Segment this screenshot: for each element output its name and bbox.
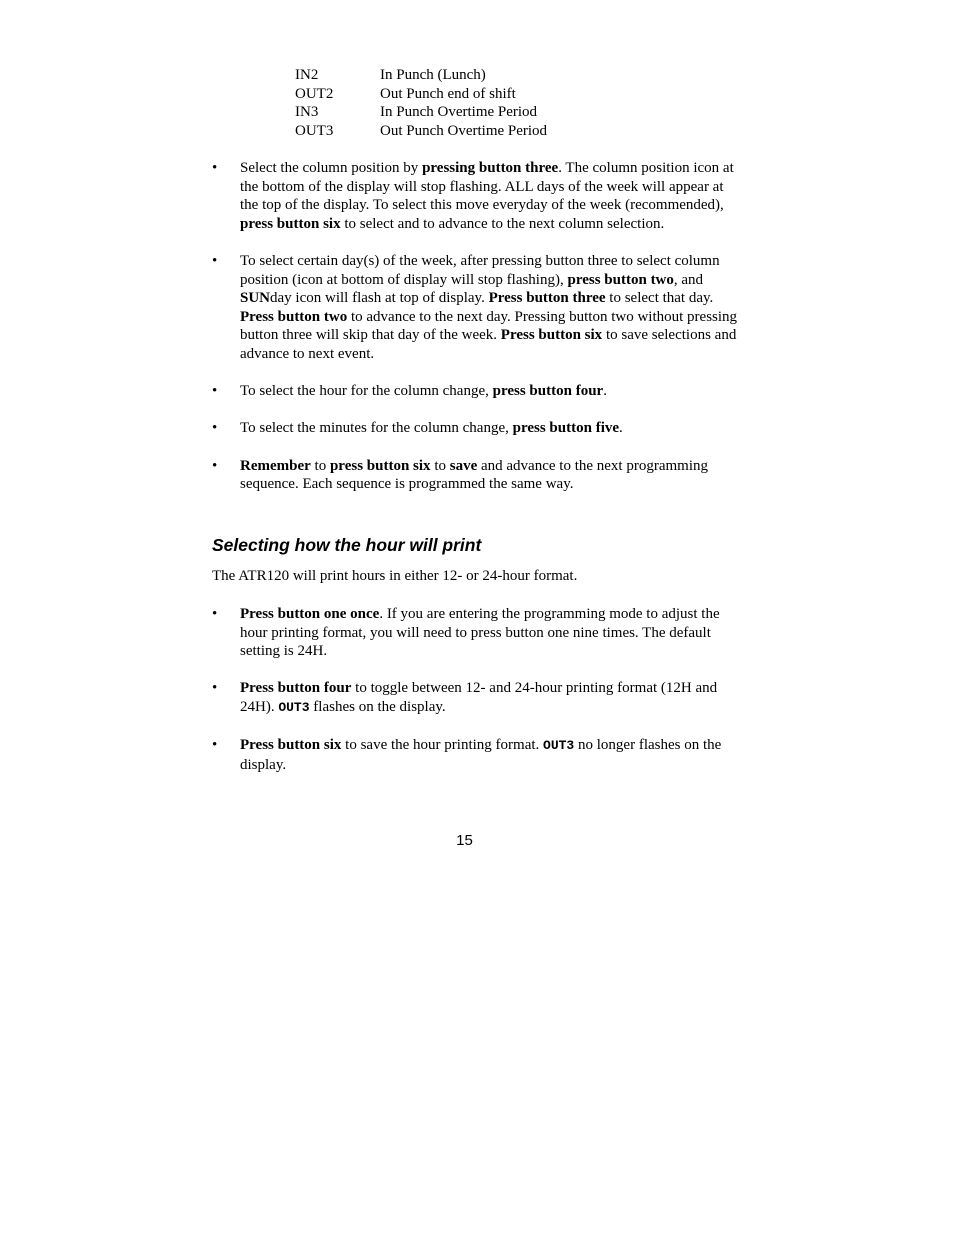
- emphasis: Press button four: [240, 680, 352, 697]
- punch-code: OUT3: [295, 122, 334, 139]
- emphasis: Press button two: [240, 308, 348, 325]
- item-text: .: [603, 383, 607, 400]
- item-text: , and: [673, 271, 704, 288]
- item-text: To select the hour for the column change,: [240, 383, 493, 400]
- intro-paragraph: The ATR120 will print hours in either 12- or 24-hour format.: [212, 568, 578, 584]
- item-text: to save the hour printing format.: [341, 737, 544, 754]
- item-text: to select and to advance to the next column selection.: [340, 215, 665, 232]
- bullet-icon: •: [212, 252, 218, 269]
- punch-row: [295, 122, 547, 141]
- bullet-icon: •: [212, 680, 218, 697]
- emphasis: pressing button three: [422, 160, 559, 176]
- item-text: and advance to the next programming sequence. Each sequence is programmed the same way.: [240, 457, 708, 493]
- punch-code: IN2: [295, 67, 319, 83]
- punch-description: In Punch (Lunch): [380, 67, 486, 83]
- emphasis: press button four: [492, 383, 604, 400]
- emphasis: Press button six: [240, 737, 342, 754]
- column-selection-steps: [212, 159, 742, 494]
- item-text: To select certain day(s) of the week, after pressing button three to select column position (icon at bottom of display will stop flashing),: [240, 252, 720, 288]
- bullet-icon: •: [212, 737, 218, 754]
- list-item: [212, 679, 742, 717]
- item-text: to: [310, 457, 330, 474]
- emphasis: SUN: [240, 290, 271, 307]
- item-text: . The column position icon at the bottom of the display will stop flashing. ALL days of the week will appear at the top of the display. To select this move everyday of the week (recommended),: [240, 160, 734, 214]
- punch-description: Out Punch Overtime Period: [380, 122, 548, 139]
- item-text: to: [430, 457, 450, 474]
- bullet-icon: •: [212, 420, 218, 437]
- list-item: [212, 382, 742, 401]
- item-text: . If you are entering the programming mode to adjust the hour printing format, you will need to press button one nine times. The default setting is 24H.: [240, 606, 720, 660]
- emphasis: press button five: [512, 420, 620, 437]
- section-heading: Selecting how the hour will print: [212, 535, 482, 555]
- punch-row: [295, 85, 547, 104]
- hour-format-steps: [212, 605, 742, 774]
- item-text: to select that day.: [605, 290, 714, 307]
- item-text: day icon will flash at top of display.: [270, 290, 489, 307]
- punch-code-table: [295, 66, 547, 140]
- bullet-icon: •: [212, 606, 218, 622]
- list-item: [212, 457, 742, 494]
- punch-description: In Punch Overtime Period: [380, 104, 538, 121]
- list-item: [212, 736, 742, 774]
- item-text: no longer flashes on the display.: [240, 737, 722, 773]
- display-code: OUT3: [543, 738, 575, 754]
- item-text: Select the column position by: [240, 160, 423, 176]
- list-item: [212, 605, 742, 661]
- bullet-icon: •: [212, 457, 218, 474]
- punch-code: IN3: [295, 104, 319, 121]
- emphasis: Press button six: [500, 327, 603, 344]
- punch-row: [295, 103, 547, 122]
- emphasis: press button six: [329, 457, 431, 474]
- emphasis: press button two: [567, 271, 674, 288]
- emphasis: press button six: [240, 215, 341, 232]
- item-text: flashes on the display.: [309, 698, 446, 715]
- item-text: to toggle between 12- and 24-hour printing format (12H and 24H).: [240, 680, 718, 715]
- item-text: to advance to the next day. Pressing button two without pressing button three will skip that day of the week.: [240, 308, 738, 344]
- page-number: 15: [456, 832, 473, 849]
- list-item: [212, 419, 742, 438]
- item-text: To select the minutes for the column change,: [240, 420, 513, 437]
- item-text: .: [619, 420, 623, 437]
- list-item: [212, 159, 742, 233]
- emphasis: Remember: [240, 457, 311, 474]
- item-text: to save selections and advance to next event.: [240, 327, 737, 362]
- display-code: OUT3: [278, 699, 310, 715]
- bullet-icon: •: [212, 383, 218, 400]
- emphasis: Press button one once: [240, 606, 380, 622]
- emphasis: Press button three: [488, 290, 606, 307]
- punch-code: OUT2: [295, 85, 334, 102]
- punch-description: Out Punch end of shift: [380, 85, 516, 102]
- bullet-icon: •: [212, 160, 218, 176]
- emphasis: save: [449, 457, 478, 474]
- list-item: [212, 252, 742, 364]
- punch-row: [295, 66, 547, 85]
